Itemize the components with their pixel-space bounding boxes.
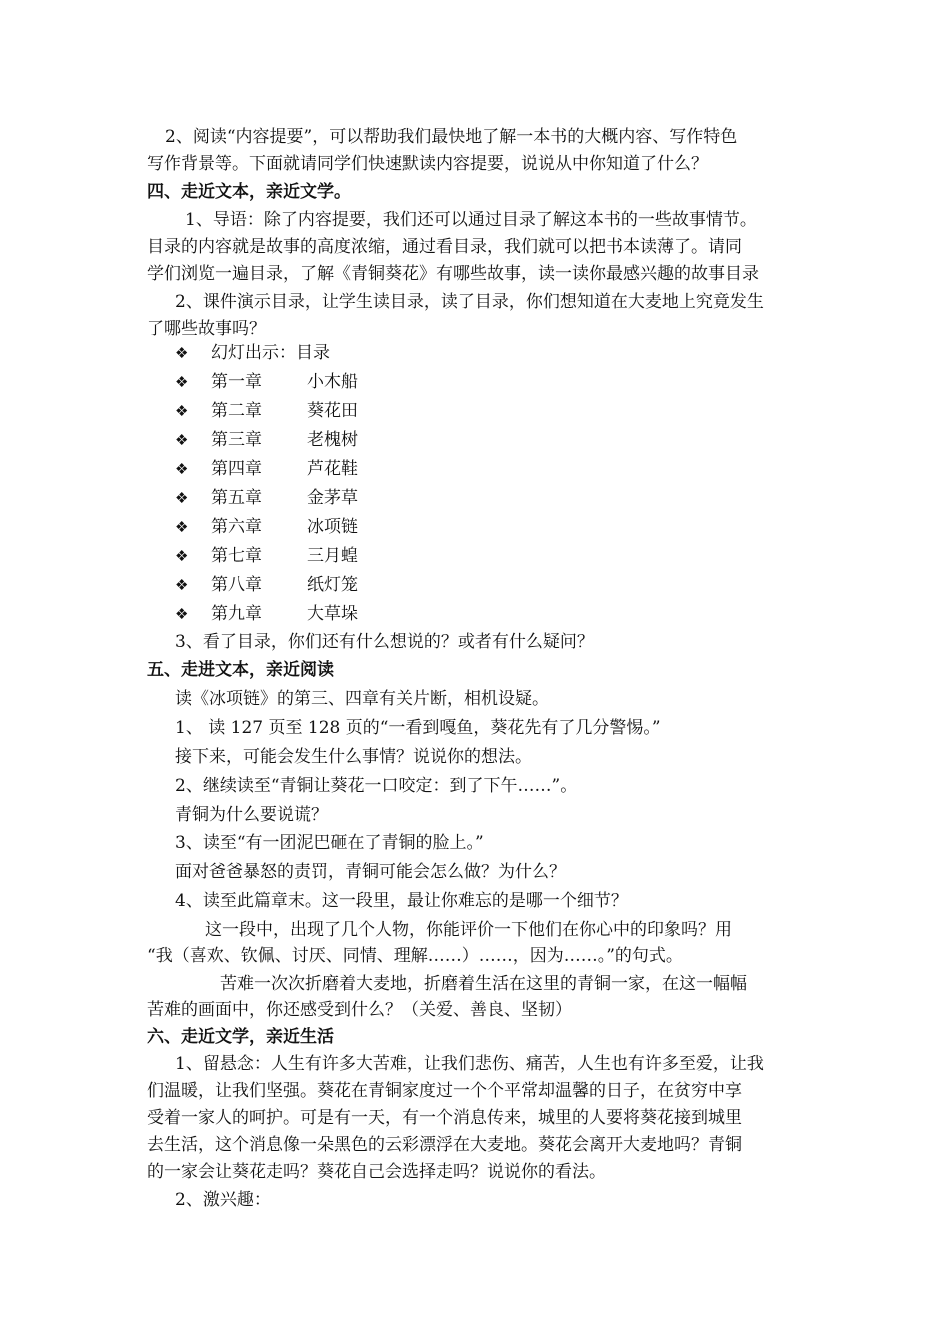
toc-item [175, 428, 358, 452]
paragraph-line: 青铜为什么要说谎？ [175, 805, 328, 825]
toc-item [175, 515, 358, 539]
chapter-number: 第三章 [211, 430, 262, 450]
paragraph-line: 苦难一次次折磨着大麦地，折磨着生活在这里的青铜一家，在这一幅幅 [220, 974, 747, 994]
paragraph-line: 1、导语：除了内容提要，我们还可以通过目录了解这本书的一些故事情节。 [185, 210, 757, 230]
toc-item [175, 544, 358, 568]
paragraph-line: 这一段中，出现了几个人物，你能评价一下他们在你心中的印象吗？用 [205, 920, 732, 940]
diamond-bullet-icon: ❖ [175, 431, 189, 449]
diamond-bullet-icon: ❖ [175, 576, 189, 594]
diamond-bullet-icon: ❖ [175, 518, 189, 536]
paragraph-line: 写作背景等。下面就请同学们快速默读内容提要，说说从中你知道了什么？ [147, 154, 708, 174]
chapter-number: 第五章 [211, 488, 262, 508]
chapter-title: 葵花田 [307, 401, 358, 421]
toc-item [175, 457, 358, 481]
paragraph-line: 4、读至此篇章末。这一段里，最让你难忘的是哪一个细节？ [175, 891, 628, 911]
paragraph-line: 苦难的画面中，你还感受到什么？（关爱、善良、坚韧） [147, 1000, 572, 1020]
paragraph-line: 面对爸爸暴怒的责罚，青铜可能会怎么做？为什么？ [175, 862, 566, 882]
paragraph-line: 1、 读 127 页至 128 页的“一看到嘎鱼，葵花先有了几分警惕。” [175, 718, 661, 738]
chapter-title: 老槐树 [307, 430, 358, 450]
diamond-bullet-icon: ❖ [175, 460, 189, 478]
paragraph-line: 受着一家人的呵护。可是有一天，有一个消息传来，城里的人要将葵花接到城里 [147, 1108, 742, 1128]
diamond-bullet-icon: ❖ [175, 489, 189, 507]
paragraph-line: 接下来，可能会发生什么事情？说说你的想法。 [175, 747, 532, 767]
diamond-bullet-icon: ❖ [175, 605, 189, 623]
chapter-number: 第四章 [211, 459, 262, 479]
chapter-number: 第二章 [211, 401, 262, 421]
chapter-title: 大草垛 [307, 604, 358, 624]
paragraph-line: 2、课件演示目录，让学生读目录，读了目录，你们想知道在大麦地上究竟发生 [175, 292, 764, 312]
paragraph-line: 2、阅读“内容提要”，可以帮助我们最快地了解一本书的大概内容、写作特色 [165, 127, 738, 147]
toc-item [175, 399, 358, 423]
paragraph-line: 3、看了目录，你们还有什么想说的？或者有什么疑问？ [175, 632, 594, 652]
chapter-number: 第六章 [211, 517, 262, 537]
paragraph-line: 学们浏览一遍目录，了解《青铜葵花》有哪些故事，读一读你最感兴趣的故事目录 [147, 264, 759, 284]
chapter-title: 三月蝗 [307, 546, 358, 566]
paragraph-line: 读《冰项链》的第三、四章有关片断，相机设疑。 [175, 689, 549, 709]
section-heading: 四、走近文本，亲近文学。 [147, 182, 351, 202]
diamond-bullet-icon: ❖ [175, 547, 189, 565]
paragraph-line: 了哪些故事吗？ [147, 319, 266, 339]
toc-header-label: 幻灯出示：目录 [211, 343, 330, 363]
paragraph-line: 2、继续读至“青铜让葵花一口咬定：到了下午……”。 [175, 776, 578, 796]
section-heading: 六、走近文学，亲近生活 [147, 1027, 334, 1047]
chapter-number: 第七章 [211, 546, 262, 566]
chapter-title: 金茅草 [307, 488, 358, 508]
chapter-number: 第八章 [211, 575, 262, 595]
chapter-number: 第一章 [211, 372, 262, 392]
toc-item [175, 602, 358, 626]
paragraph-line: “我（喜欢、钦佩、讨厌、同情、理解……）……，因为……。”的句式。 [147, 946, 683, 966]
chapter-number: 第九章 [211, 604, 262, 624]
paragraph-line: 的一家会让葵花走吗？葵花自己会选择走吗？说说你的看法。 [147, 1162, 606, 1182]
paragraph-line: 们温暖，让我们坚强。葵花在青铜家度过一个个平常却温馨的日子，在贫穷中享 [147, 1081, 742, 1101]
toc-header [175, 341, 330, 365]
chapter-title: 芦花鞋 [307, 459, 358, 479]
diamond-bullet-icon: ❖ [175, 402, 189, 420]
paragraph-line: 去生活，这个消息像一朵黑色的云彩漂浮在大麦地。葵花会离开大麦地吗？青铜 [147, 1135, 742, 1155]
paragraph-line: 目录的内容就是故事的高度浓缩，通过看目录，我们就可以把书本读薄了。请同 [147, 237, 742, 257]
paragraph-line: 3、读至“有一团泥巴砸在了青铜的脸上。” [175, 833, 484, 853]
chapter-title: 冰项链 [307, 517, 358, 537]
toc-item [175, 573, 358, 597]
diamond-bullet-icon: ❖ [175, 373, 189, 391]
chapter-title: 小木船 [307, 372, 358, 392]
chapter-title: 纸灯笼 [307, 575, 358, 595]
toc-item [175, 370, 358, 394]
paragraph-line: 1、留悬念：人生有许多大苦难，让我们悲伤、痛苦，人生也有许多至爱，让我 [175, 1054, 764, 1074]
diamond-bullet-icon: ❖ [175, 344, 189, 362]
toc-item [175, 486, 358, 510]
section-heading: 五、走进文本，亲近阅读 [147, 660, 334, 680]
paragraph-line: 2、激兴趣： [175, 1190, 271, 1210]
